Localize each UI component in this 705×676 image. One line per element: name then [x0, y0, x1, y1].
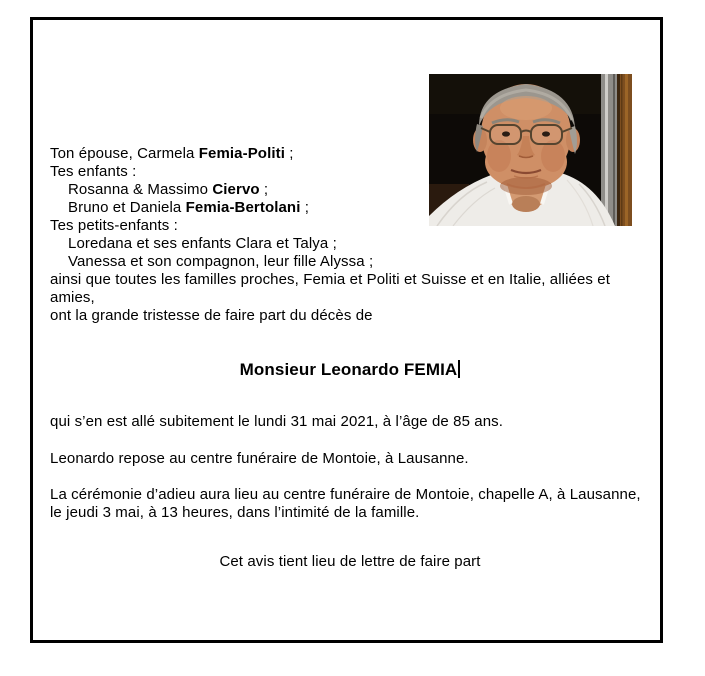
- line-bold-name: Ciervo: [212, 181, 260, 198]
- family-line-families-2: [50, 289, 650, 307]
- ceremony-paragraph: La cérémonie d’adieu aura lieu au centre funéraire de Montoie, chapelle A, à Lausanne, le jeudi 3 mai, à 13 heures, dans l’intimité de la famille.: [50, 486, 641, 521]
- family-line-spouse: [50, 145, 650, 163]
- line-text: amies,: [50, 289, 95, 306]
- family-line-child-1: [50, 181, 650, 199]
- deceased-name: Monsieur Leonardo FEMIA: [239, 360, 458, 379]
- line-text: Rosanna & Massimo: [68, 181, 213, 198]
- line-bold-name: Femia-Bertolani: [185, 199, 301, 216]
- line-text: Vanessa et son compagnon, leur fille Alyssa ;: [68, 253, 374, 270]
- line-text: Bruno et Daniela: [68, 199, 186, 216]
- line-text: ainsi que toutes les familles proches, Femia et Politi et Suisse et en Italie, alliées et: [50, 271, 611, 288]
- line-text: ont la grande tristesse de faire part du décès de: [50, 307, 373, 324]
- line-bold-name: Femia-Politi: [198, 145, 285, 162]
- line-text: Loredana et ses enfants Clara et Talya ;: [68, 235, 337, 252]
- text-caret: [458, 360, 460, 378]
- deceased-name-heading: [50, 359, 650, 380]
- line-suffix: ;: [300, 199, 310, 216]
- family-line-child-2: [50, 199, 650, 217]
- closing-line: Cet avis tient lieu de lettre de faire part: [219, 553, 481, 570]
- family-line-grandchildren-label: [50, 217, 650, 235]
- notice-frame[interactable]: [30, 17, 663, 643]
- line-text: Tes enfants :: [50, 163, 137, 180]
- line-suffix: ;: [284, 145, 294, 162]
- line-suffix: ;: [259, 181, 269, 198]
- line-text: Tes petits-enfants :: [50, 217, 178, 234]
- family-line-grandchild-1: [50, 235, 650, 253]
- family-line-children-label: [50, 163, 650, 181]
- repose-paragraph: Leonardo repose au centre funéraire de Montoie, à Lausanne.: [50, 450, 469, 467]
- announcement-line: [50, 307, 650, 325]
- death-details-paragraph: qui s’en est allé subitement le lundi 31 mai 2021, à l’âge de 85 ans.: [50, 413, 504, 430]
- family-line-families-1: [50, 271, 650, 289]
- line-text: Ton épouse, Carmela: [50, 145, 199, 162]
- family-line-grandchild-2: [50, 253, 650, 271]
- notice-text: [50, 145, 650, 571]
